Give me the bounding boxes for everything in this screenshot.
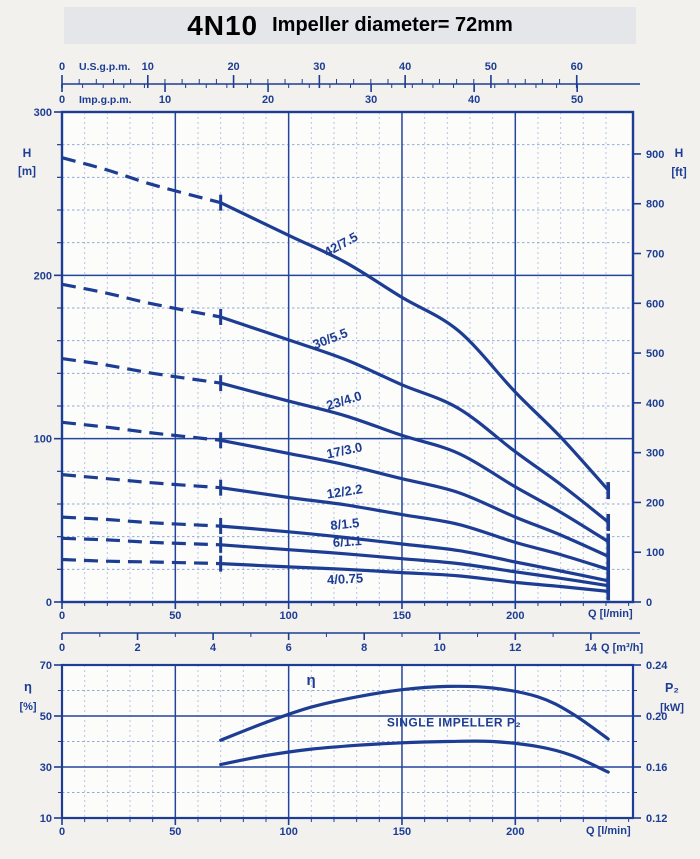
svg-text:300: 300 xyxy=(646,447,665,460)
svg-text:0: 0 xyxy=(58,610,66,622)
main-flow-axis-lmin xyxy=(59,602,633,622)
svg-text:0: 0 xyxy=(646,597,653,609)
svg-text:50: 50 xyxy=(571,94,584,106)
svg-text:50: 50 xyxy=(39,711,52,723)
svg-text:400: 400 xyxy=(646,397,665,410)
svg-text:900: 900 xyxy=(646,148,665,161)
top-flow-axes xyxy=(59,61,640,106)
curve-label: 42/7.5 xyxy=(321,228,361,260)
svg-text:30: 30 xyxy=(313,61,326,73)
svg-text:40: 40 xyxy=(468,94,481,106)
svg-text:8: 8 xyxy=(361,642,368,654)
impeller-diameter-subtitle: Impeller diameter= 72mm xyxy=(272,14,513,36)
svg-text:0: 0 xyxy=(45,597,52,609)
curve-label: 30/5.5 xyxy=(310,325,350,353)
svg-text:2: 2 xyxy=(134,642,141,654)
svg-text:150: 150 xyxy=(392,826,412,838)
svg-text:50: 50 xyxy=(169,826,182,838)
svg-text:200: 200 xyxy=(506,826,525,838)
svg-text:30: 30 xyxy=(39,762,52,774)
curve-label: 4/0.75 xyxy=(326,570,364,588)
svg-text:300: 300 xyxy=(33,107,52,120)
svg-text:[ft]: [ft] xyxy=(671,167,687,179)
efficiency-axis xyxy=(19,660,62,825)
svg-text:50: 50 xyxy=(484,61,498,73)
svg-text:10: 10 xyxy=(141,61,154,73)
svg-text:20: 20 xyxy=(227,61,240,73)
svg-text:0.16: 0.16 xyxy=(646,762,668,774)
svg-text:0.24: 0.24 xyxy=(646,660,668,672)
svg-text:[m]: [m] xyxy=(18,166,36,178)
svg-text:0.12: 0.12 xyxy=(646,813,668,825)
svg-text:150: 150 xyxy=(392,610,412,622)
svg-text:14: 14 xyxy=(584,642,597,654)
curve-label: 6/1.1 xyxy=(332,533,363,551)
usgpm-axis-label: U.S.g.p.m. xyxy=(79,61,131,73)
svg-text:[%]: [%] xyxy=(19,701,37,713)
curve-label: 23/4.0 xyxy=(324,388,364,413)
head-m-axis-name: H xyxy=(22,146,32,160)
svg-text:6: 6 xyxy=(285,642,292,654)
svg-text:70: 70 xyxy=(39,660,52,672)
p2-axis xyxy=(633,660,684,825)
svg-text:0.20: 0.20 xyxy=(646,711,668,723)
title-band xyxy=(64,7,636,44)
svg-text:100: 100 xyxy=(646,547,665,560)
svg-text:200: 200 xyxy=(506,610,525,622)
head-ft-axis xyxy=(633,146,687,609)
head-m-axis xyxy=(18,107,62,609)
flow-axis-m3h xyxy=(59,633,644,654)
svg-text:100: 100 xyxy=(279,610,298,622)
p2-axis-name: P₂ xyxy=(665,681,679,695)
svg-text:700: 700 xyxy=(646,248,665,261)
curve-label: 17/3.0 xyxy=(325,439,364,462)
svg-text:200: 200 xyxy=(646,497,665,510)
bottom-flow-axis-label: Q [l/min] xyxy=(586,825,631,837)
svg-text:0: 0 xyxy=(58,94,66,106)
bottom-flow-axis xyxy=(59,818,631,838)
svg-text:4: 4 xyxy=(210,642,217,654)
svg-text:12: 12 xyxy=(509,642,522,654)
svg-text:800: 800 xyxy=(646,198,665,211)
svg-text:[kW]: [kW] xyxy=(660,702,684,714)
svg-text:600: 600 xyxy=(646,298,665,311)
svg-text:40: 40 xyxy=(399,61,412,73)
svg-text:30: 30 xyxy=(364,94,378,106)
svg-text:500: 500 xyxy=(646,348,665,361)
svg-text:50: 50 xyxy=(169,610,182,622)
svg-text:60: 60 xyxy=(570,61,583,73)
eta-axis-name: η xyxy=(24,679,32,694)
impgpm-axis-label: Imp.g.p.m. xyxy=(79,94,132,106)
svg-text:0: 0 xyxy=(58,642,66,654)
head-ft-axis-name: H xyxy=(674,146,684,160)
svg-text:0: 0 xyxy=(58,61,66,73)
svg-text:10: 10 xyxy=(158,94,172,106)
svg-text:200: 200 xyxy=(33,270,52,283)
svg-text:10: 10 xyxy=(39,813,52,825)
curve-label: 8/1.5 xyxy=(329,515,361,533)
svg-text:100: 100 xyxy=(279,826,298,838)
series-label: η xyxy=(306,672,317,690)
curve-label: 12/2.2 xyxy=(325,481,364,502)
flow-axis-m3h-label: Q [m³/h] xyxy=(601,642,644,654)
series-label: SINGLE IMPELLER P₂ xyxy=(386,715,522,730)
main-flow-axis-label: Q [l/min] xyxy=(588,608,633,620)
svg-text:10: 10 xyxy=(433,642,446,654)
svg-text:20: 20 xyxy=(261,94,275,106)
svg-text:100: 100 xyxy=(33,433,52,446)
pump-model-title: 4N10 xyxy=(187,9,259,41)
svg-text:0: 0 xyxy=(58,826,66,838)
